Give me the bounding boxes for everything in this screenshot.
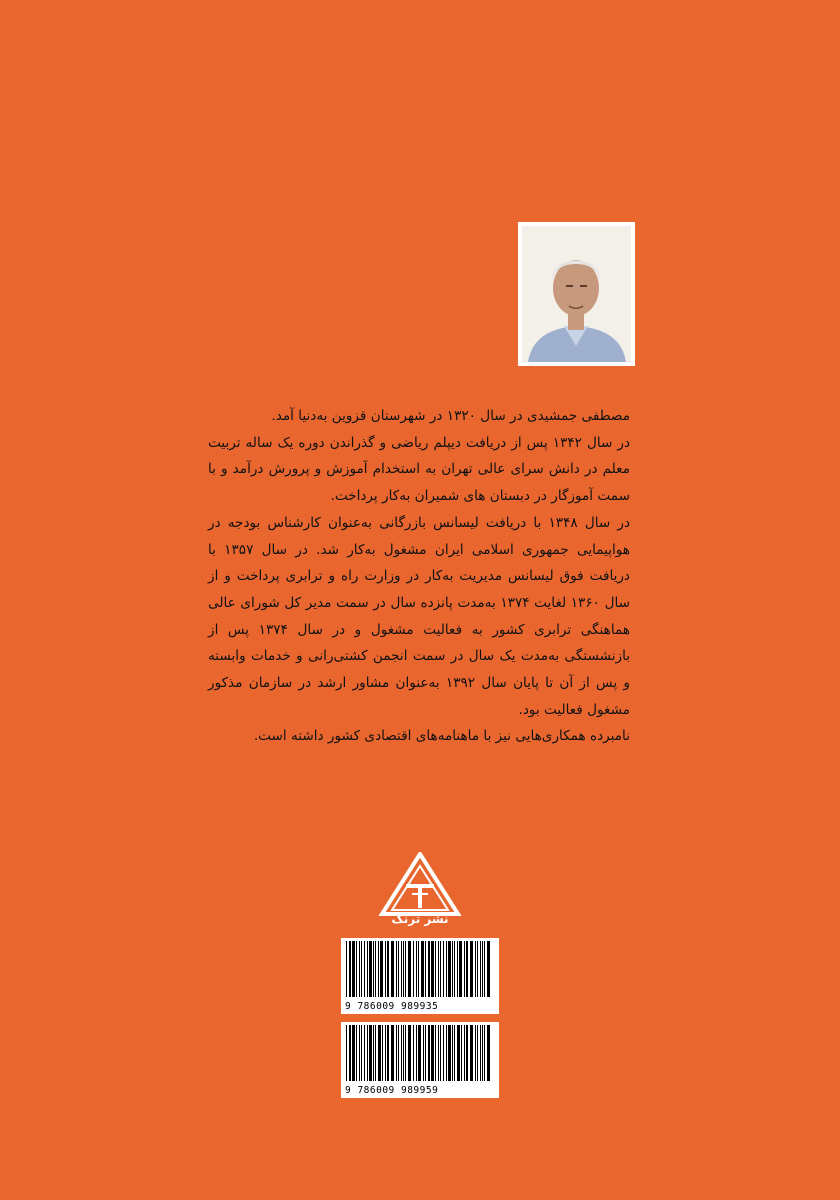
barcode-bar	[425, 941, 426, 997]
barcode-bar	[480, 941, 481, 997]
barcode-bars	[344, 1025, 496, 1081]
barcode-bar	[477, 941, 478, 997]
barcode-bar	[446, 1025, 447, 1081]
barcode-bar	[454, 1025, 455, 1081]
barcode-bar	[408, 941, 411, 997]
barcode-bar	[382, 1025, 383, 1081]
barcode-bar	[452, 941, 453, 997]
isbn-number: 9 786009 989959	[345, 1085, 439, 1096]
bio-paragraph: در سال ۱۳۴۸ با دریافت لیسانس بازرگانی به‌عنوان کارشناس بودجه در هواپیمایی جمهوری اسلامی ایران مشغول به‌کار شد. در سال ۱۳۵۷ با دریافت فوق لیسانس مدیریت به‌کار در وزارت راه و ترابری پرداخت و از سال ۱۳۶۰ لغایت ۱۳۷۴ به‌مدت پانزده سال در سمت مدیر کل شورای عالی هماهنگی ترابری کشور به فعالیت مشغول و در سال ۱۳۷۴ پس از بازنشستگی به‌مدت یک سال در سمت انجمن کشتی‌رانی و خدمات وابسته و پس از آن تا پایان سال ۱۳۹۲ به‌عنوان مشاور ارشد در سازمان مذکور مشغول فعالیت بود.	[208, 514, 631, 718]
barcode-bar	[464, 1025, 465, 1081]
barcode-bar	[413, 941, 414, 997]
barcode-bar	[356, 1025, 357, 1081]
barcode-bar	[373, 1025, 374, 1081]
barcode-bar	[428, 1025, 430, 1081]
barcode-bar	[416, 1025, 417, 1081]
barcode-bar	[457, 1025, 460, 1081]
barcode-bar	[352, 941, 355, 997]
barcode	[341, 1022, 499, 1098]
barcode-bar	[418, 1025, 421, 1081]
barcode-bar	[378, 1025, 381, 1081]
barcode-bar	[443, 941, 444, 997]
bio-paragraph: در سال ۱۳۴۲ پس از دریافت دیپلم ریاضی و گذراندن دوره یک ساله تربیت معلم در دانش سرای عالی تهران به استخدام آموزش و پرورش درآمد و با سمت آموزگار در دبستان های شمیران به‌کار پرداخت.	[208, 434, 630, 505]
barcode-bar	[477, 1025, 478, 1081]
barcode-bar	[403, 941, 404, 997]
bio-paragraph: مصطفی جمشیدی در سال ۱۳۲۰ در شهرستان قزوین به‌دنیا آمد.	[271, 408, 630, 424]
barcode-bar	[466, 1025, 468, 1081]
barcode-bar	[401, 941, 402, 997]
barcode-bar	[398, 941, 399, 997]
barcode-bar	[378, 941, 379, 997]
barcode-bar	[431, 1025, 434, 1081]
barcode-bar	[480, 1025, 481, 1081]
barcode-bar	[459, 941, 462, 997]
barcode-bar	[475, 941, 476, 997]
barcode-bar	[405, 941, 406, 997]
author-biography	[208, 403, 630, 750]
barcode-bar	[428, 941, 430, 997]
barcode-bar	[487, 1025, 490, 1081]
barcode-bar	[466, 941, 468, 997]
barcode-bar	[361, 1025, 362, 1081]
isbn-number: 9 786009 989935	[345, 1001, 439, 1012]
barcode-bar	[461, 1025, 462, 1081]
barcode-bar	[484, 941, 485, 997]
barcode-bar	[398, 1025, 399, 1081]
barcode-bar	[464, 941, 465, 997]
barcode-bar	[391, 941, 394, 997]
barcode-bar	[401, 1025, 402, 1081]
barcode-bar	[385, 941, 386, 997]
barcode-bar	[482, 1025, 483, 1081]
barcode-bar	[446, 941, 447, 997]
barcode-bar	[391, 1025, 394, 1081]
barcode-bar	[361, 941, 362, 997]
barcode-bar	[364, 1025, 365, 1081]
barcode-bar	[475, 1025, 476, 1081]
barcode-bar	[349, 941, 351, 997]
barcode-bar	[375, 941, 376, 997]
barcode-bar	[352, 1025, 355, 1081]
barcode-bar	[396, 941, 397, 997]
barcode-bar	[405, 1025, 406, 1081]
barcode-bar	[452, 1025, 453, 1081]
barcode-bar	[418, 941, 419, 997]
barcode-bar	[356, 941, 357, 997]
barcode-bar	[435, 1025, 436, 1081]
barcode-bar	[454, 941, 455, 997]
barcode-bar	[413, 1025, 414, 1081]
barcode-bar	[440, 941, 441, 997]
barcode-bar	[448, 1025, 451, 1081]
barcode-bar	[396, 1025, 397, 1081]
barcode-bar	[421, 941, 424, 997]
barcode-bars	[344, 941, 496, 997]
bio-paragraph: نامبرده همکاری‌هایی نیز با ماهنامه‌های اقتصادی کشور داشته است.	[253, 728, 630, 745]
author-photo	[518, 222, 635, 366]
barcode-bar	[359, 941, 360, 997]
barcode-bar	[484, 1025, 485, 1081]
barcode-bar	[457, 941, 458, 997]
barcode-bar	[380, 941, 383, 997]
barcode-bar	[403, 1025, 404, 1081]
barcode-bar	[346, 1025, 347, 1081]
barcode-bar	[359, 1025, 360, 1081]
barcode-bar	[487, 941, 490, 997]
barcode-bar	[364, 941, 365, 997]
barcode-bar	[367, 941, 368, 997]
barcode-bar	[369, 1025, 372, 1081]
barcode-bar	[438, 1025, 439, 1081]
publisher-name: نشر ترنگ	[391, 912, 449, 926]
barcode-bar	[373, 941, 374, 997]
barcode-bar	[369, 941, 372, 997]
barcode-bar	[440, 1025, 441, 1081]
barcode-bar	[425, 1025, 426, 1081]
barcode-bar	[375, 1025, 376, 1081]
barcode-bar	[349, 1025, 351, 1081]
barcode	[341, 938, 499, 1014]
barcode-bar	[482, 941, 483, 997]
barcode-bar	[448, 941, 451, 997]
barcode-bar	[470, 1025, 473, 1081]
author-portrait-icon	[522, 226, 631, 362]
barcode-bar	[387, 941, 389, 997]
barcode-bar	[346, 941, 347, 997]
barcode-bar	[443, 1025, 444, 1081]
barcode-bar	[431, 941, 434, 997]
barcode-bar	[438, 941, 439, 997]
barcode-bar	[416, 941, 417, 997]
barcode-bar	[385, 1025, 386, 1081]
barcode-bar	[387, 1025, 389, 1081]
barcode-bar	[435, 941, 436, 997]
barcode-bar	[470, 941, 473, 997]
barcode-bar	[423, 1025, 424, 1081]
barcode-bar	[408, 1025, 411, 1081]
barcode-bar	[367, 1025, 368, 1081]
